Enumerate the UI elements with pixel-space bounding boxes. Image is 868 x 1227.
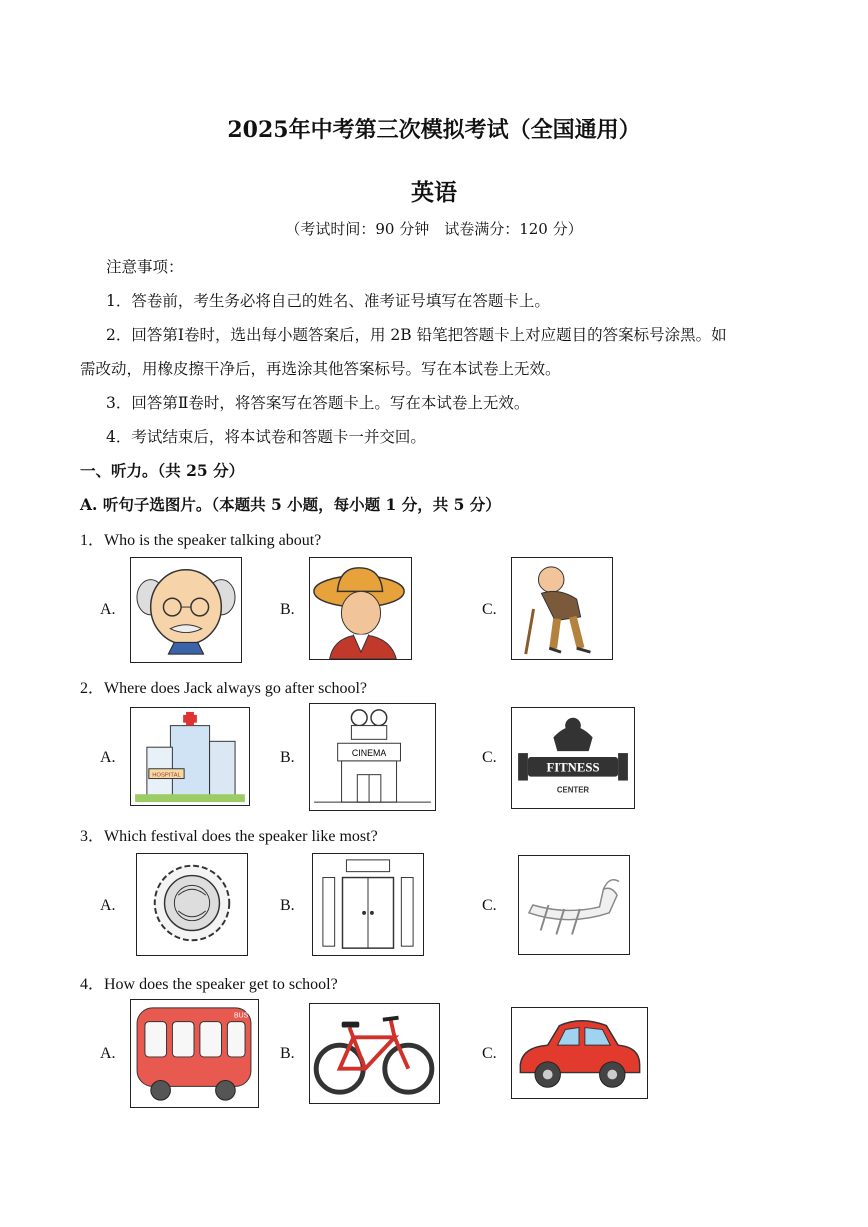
car-icon xyxy=(512,1008,647,1098)
option-label: A. xyxy=(100,1045,116,1062)
option-image-b[interactable] xyxy=(309,557,412,660)
question-2-text: 2．Where does Jack always go after school? xyxy=(80,680,368,697)
option-label: A. xyxy=(100,601,116,618)
part-a-heading: A. 听句子选图片。（本题共 5 小题，每小题 1 分，共 5 分） xyxy=(80,495,501,514)
notice-item: 1．答卷前，考生务必将自己的姓名、准考证号填写在答题卡上。 xyxy=(106,292,550,310)
question-1-text: 1．Who is the speaker talking about? xyxy=(80,532,322,549)
page-title: 2025年中考第三次模拟考试（全国通用） xyxy=(227,117,641,143)
hospital-sign: HOSPITAL xyxy=(152,772,181,779)
bicycle-icon xyxy=(310,1004,439,1103)
fitness-sign: FITNESS xyxy=(546,760,600,775)
bus-icon xyxy=(131,1000,258,1107)
option-label: A. xyxy=(100,749,116,766)
notice-item: 2．回答第Ⅰ卷时，选出每小题答案后，用 2B 铅笔把答题卡上对应题目的答案标号涂黑。如 xyxy=(106,326,727,344)
option-image-c[interactable] xyxy=(518,855,630,955)
mooncake-icon xyxy=(137,854,247,955)
option-label: B. xyxy=(280,601,295,618)
option-image-a[interactable] xyxy=(136,853,248,956)
option-image-b[interactable] xyxy=(309,1003,440,1104)
option-image-a[interactable] xyxy=(130,999,259,1108)
notice-heading: 注意事项： xyxy=(106,258,184,276)
notice-item: 4．考试结束后，将本试卷和答题卡一并交回。 xyxy=(106,428,426,446)
option-label: B. xyxy=(280,1045,295,1062)
option-image-b[interactable] xyxy=(312,853,424,956)
option-label: C. xyxy=(482,601,497,618)
old-man-cane-icon xyxy=(512,558,612,659)
option-label: B. xyxy=(280,749,295,766)
grandpa-glasses-icon xyxy=(131,558,241,662)
option-label: C. xyxy=(482,1045,497,1062)
notice-item: 3．回答第Ⅱ卷时，将答案写在答题卡上。写在本试卷上无效。 xyxy=(106,394,530,412)
fitness-center-icon xyxy=(512,708,634,808)
question-4-text: 4．How does the speaker get to school? xyxy=(80,976,338,993)
dragon-boat-icon xyxy=(519,856,629,954)
option-label: B. xyxy=(280,897,295,914)
option-image-c[interactable] xyxy=(511,707,635,809)
subject-title: 英语 xyxy=(411,179,457,206)
option-label: C. xyxy=(482,749,497,766)
exam-meta: （考试时间：90 分钟 试卷满分：120 分） xyxy=(285,220,583,238)
option-image-a[interactable] xyxy=(130,707,250,806)
hospital-icon xyxy=(131,708,249,805)
man-straw-hat-icon xyxy=(310,558,411,659)
cinema-icon xyxy=(310,704,435,810)
question-3-text: 3．Which festival does the speaker like most? xyxy=(80,828,378,845)
bus-sign: BUS xyxy=(234,1012,249,1020)
option-label: A. xyxy=(100,897,116,914)
cinema-sign: CINEMA xyxy=(351,748,387,759)
option-image-c[interactable] xyxy=(511,557,613,660)
section-heading: 一、听力。（共 25 分） xyxy=(80,461,245,480)
notice-item: 需改动，用橡皮擦干净后，再选涂其他答案标号。写在本试卷上无效。 xyxy=(80,360,561,378)
center-sign: CENTER xyxy=(556,785,590,795)
option-image-a[interactable] xyxy=(130,557,242,663)
option-image-b[interactable] xyxy=(309,703,436,811)
option-label: C. xyxy=(482,897,497,914)
option-image-c[interactable] xyxy=(511,1007,648,1099)
spring-couplets-door-icon xyxy=(313,854,423,955)
